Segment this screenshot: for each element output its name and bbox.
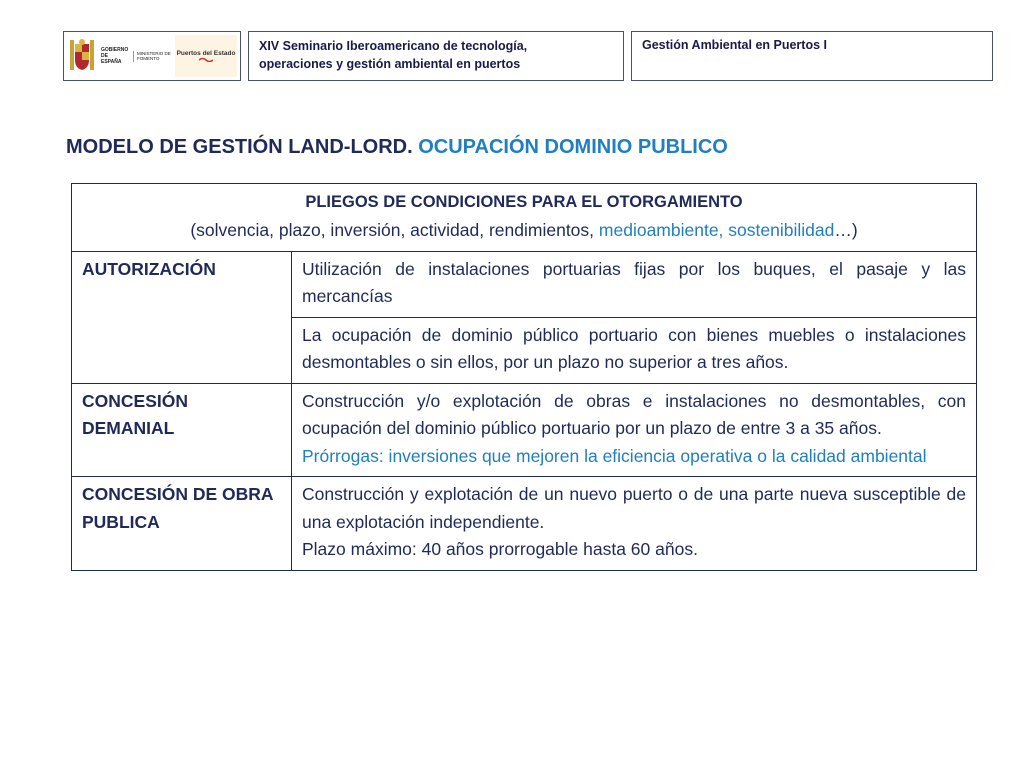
page-title [66, 136, 728, 159]
description-extra: Plazo máximo: 40 años prorrogable hasta 60 años. [302, 539, 698, 559]
table-row [72, 383, 977, 477]
row-label: CONCESIÓN DEMANIAL [72, 383, 292, 477]
ministry-text: MINISTERIO DE FOMENTO [133, 51, 171, 62]
table-subheading [80, 217, 968, 245]
title-accent: OCUPACIÓN DOMINIO PUBLICO [418, 136, 728, 158]
section-title: Gestión Ambiental en Puertos I [642, 38, 827, 52]
row-description [292, 477, 977, 571]
description-text: Construcción y/o explotación de obras e instalaciones no desmontables, con ocupación del dominio público portuario por un plazo de entre 3 a 35 años. [302, 390, 967, 438]
row-description [292, 383, 977, 477]
table-header-cell [72, 184, 977, 252]
title-main: MODELO DE GESTIÓN LAND-LORD. [66, 136, 413, 158]
seminar-title-box [248, 31, 624, 81]
description-accent: Prórrogas: inversiones que mejoren la eficiencia operativa o la calidad ambiental [302, 445, 927, 466]
logo-box [63, 31, 241, 81]
table-heading: PLIEGOS DE CONDICIONES PARA EL OTORGAMIENTO [305, 193, 743, 211]
wave-icon [199, 57, 213, 62]
section-title-box [631, 31, 993, 81]
gov-text: GOBIERNO DE ESPAÑA [101, 47, 129, 65]
subheading-part-a: (solvencia, plazo, inversión, actividad, rendimientos, [190, 220, 595, 240]
concession-table [71, 183, 977, 571]
subheading-part-b: medioambiente, sostenibilidad [598, 220, 835, 240]
government-logo [67, 35, 237, 77]
row-label: AUTORIZACIÓN [72, 251, 292, 383]
table-header-row [72, 184, 977, 252]
subheading-part-c: …) [834, 220, 858, 240]
table-row [72, 477, 977, 571]
seminar-line-2: operaciones y gestión ambiental en puertos [259, 57, 521, 71]
puertos-logo [175, 35, 237, 77]
brand-text: Puertos del Estado [176, 50, 236, 57]
row-description: Utilización de instalaciones portuarias fijas por los buques, el pasaje y las mercancías [292, 251, 977, 317]
table-row [72, 251, 977, 317]
row-description: La ocupación de dominio público portuario con bienes muebles o instalaciones desmontables o sin ellos, por un plazo no superior a tres años. [292, 317, 977, 383]
coat-of-arms-icon [67, 38, 97, 74]
description-text: Construcción y explotación de un nuevo puerto o de una parte nueva susceptible de una explotación independiente. [302, 484, 967, 532]
row-label: CONCESIÓN DE OBRA PUBLICA [72, 477, 292, 571]
seminar-line-1: XIV Seminario Iberoamericano de tecnología, [259, 39, 528, 53]
